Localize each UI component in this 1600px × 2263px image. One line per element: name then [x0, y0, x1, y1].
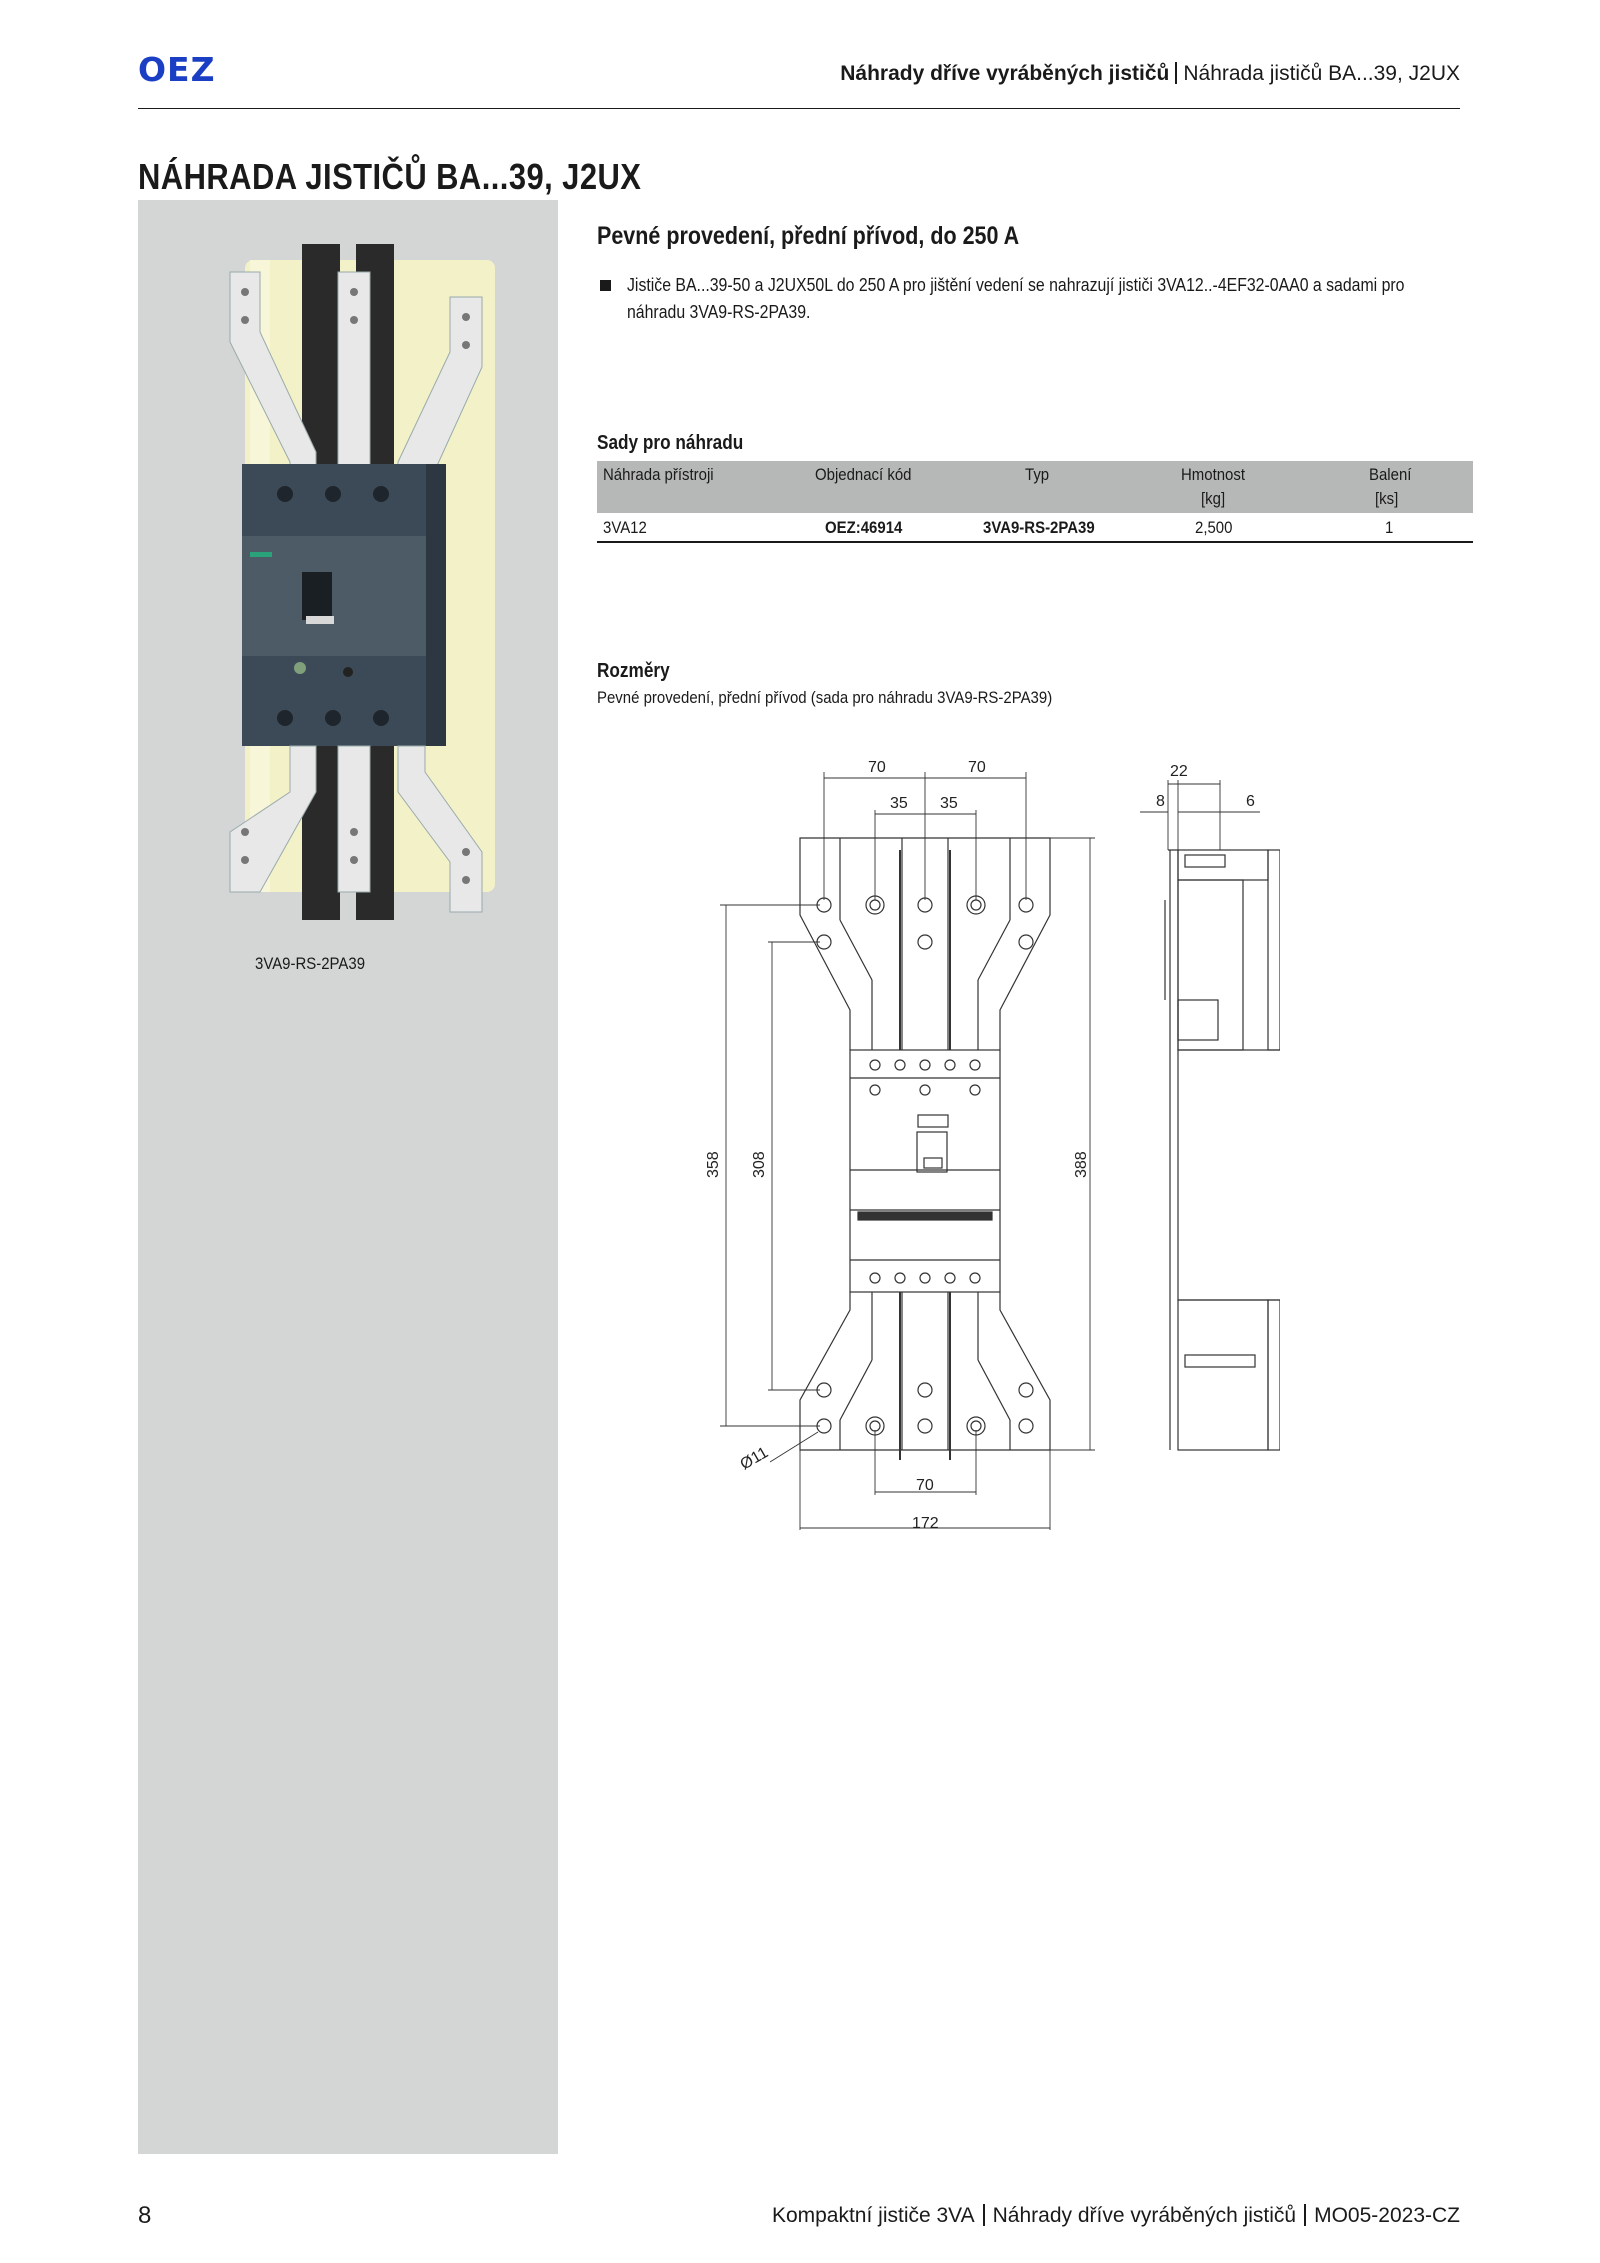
front-view [800, 838, 1050, 1460]
front-dimension-labels [705, 759, 1090, 1532]
footer-part2: Náhrady dříve vyráběných jističů [992, 2204, 1297, 2227]
product-image [220, 232, 520, 932]
dim-label-22: 22 [1170, 763, 1188, 780]
side-dimensions [1140, 780, 1260, 850]
page-title: NÁHRADA JISTIČŮ BA...39, J2UX [138, 156, 642, 197]
footer-text [772, 2204, 1460, 2228]
dim-label-35-right: 35 [940, 795, 958, 812]
header-section: Náhrady dříve vyráběných jističů [840, 62, 1170, 85]
header-rule [138, 108, 1460, 109]
oez-logo: OEZ [138, 50, 216, 89]
dim-label-6: 6 [1246, 793, 1255, 810]
cell-weight: 2,500 [1195, 518, 1233, 537]
dim-label-358: 358 [705, 1151, 722, 1178]
header-order-code: Objednací kód [815, 465, 912, 484]
front-dimensions [720, 772, 1095, 1530]
table-header [597, 461, 1473, 513]
dimension-drawing [700, 750, 1280, 1550]
dim-label-70-right: 70 [968, 759, 986, 776]
header-package: Balení [1369, 465, 1412, 484]
header-separator [1175, 62, 1177, 84]
dimensions-title: Rozměry [597, 660, 670, 682]
footer-part3: MO05-2023-CZ [1314, 2204, 1460, 2227]
dim-label-308: 308 [751, 1151, 768, 1178]
dim-label-8: 8 [1156, 793, 1165, 810]
bullet-text-line1: Jističe BA...39-50 a J2UX50L do 250 A pro jištění vedení se nahrazují jističi 3VA12..-4EF32-0AA0 a sadami pro [627, 275, 1405, 295]
cell-type: 3VA9-RS-2PA39 [983, 518, 1095, 537]
bullet-square-icon [600, 280, 611, 291]
footer-separator [1304, 2204, 1306, 2226]
dim-label-70-bottom: 70 [916, 1477, 934, 1494]
dimensions-subtitle: Pevné provedení, přední přívod (sada pro náhradu 3VA9-RS-2PA39) [597, 688, 1053, 707]
sets-title: Sady pro náhradu [597, 432, 744, 454]
header-replacement: Náhrada přístroji [603, 465, 714, 484]
product-caption: 3VA9-RS-2PA39 [255, 954, 366, 973]
table-row [597, 513, 1473, 543]
header-weight: Hmotnost [1181, 465, 1246, 484]
dim-label-35-left: 35 [890, 795, 908, 812]
cell-replacement: 3VA12 [603, 518, 647, 537]
cell-package: 1 [1385, 518, 1394, 537]
page-number: 8 [138, 2202, 152, 2229]
side-view [1165, 850, 1280, 1450]
dim-label-172: 172 [912, 1515, 939, 1532]
side-dimension-labels [1156, 763, 1255, 810]
header-subsection: Náhrada jističů BA...39, J2UX [1183, 62, 1460, 85]
bullet-text-line2: náhradu 3VA9-RS-2PA39. [627, 302, 811, 322]
header-breadcrumb [840, 62, 1460, 86]
cell-order-code: OEZ:46914 [825, 518, 903, 537]
dim-label-diameter: Ø11 [737, 1444, 772, 1474]
header-package-unit: [ks] [1375, 489, 1399, 508]
footer-part1: Kompaktní jističe 3VA [771, 2204, 975, 2227]
header-weight-unit: [kg] [1201, 489, 1226, 508]
dim-label-388: 388 [1073, 1151, 1090, 1178]
footer-separator [983, 2204, 985, 2226]
breaker-bottom [242, 656, 426, 746]
bullet-item [597, 272, 1477, 326]
header-type: Typ [1025, 465, 1050, 484]
section-title: Pevné provedení, přední přívod, do 250 A [597, 222, 1020, 250]
dim-label-70-left: 70 [868, 759, 886, 776]
sets-table [597, 461, 1473, 543]
